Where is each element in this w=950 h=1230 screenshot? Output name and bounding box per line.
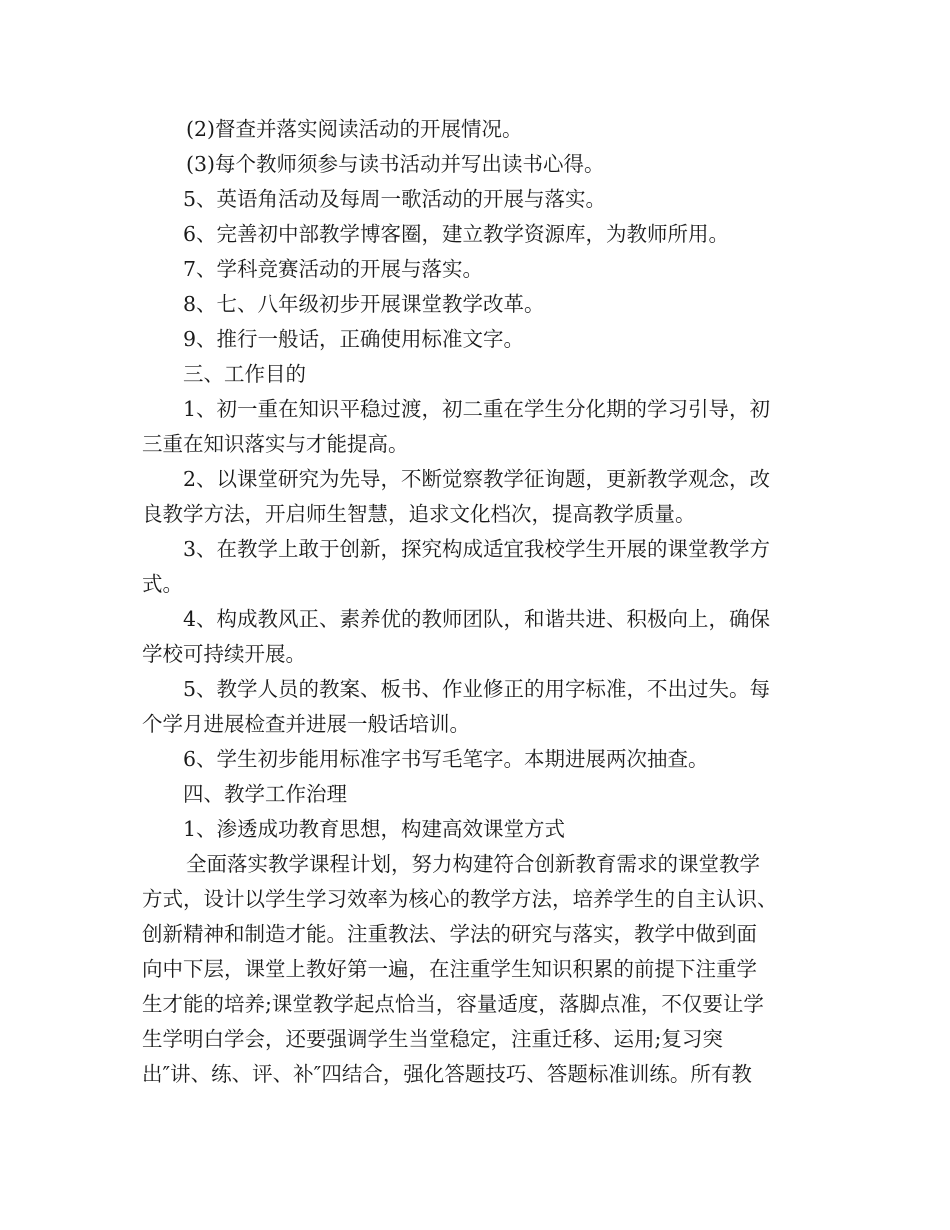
text-line: 2、以课堂研究为先导，不断觉察教学征询题，更新教学观念，改 bbox=[183, 467, 771, 491]
text-line: 7、学科竞赛活动的开展与落实。 bbox=[183, 257, 484, 281]
text-line: 6、完善初中部教学博客圈，建立教学资源库，为教师所用。 bbox=[183, 222, 730, 246]
text-line: 向中下层，课堂上教好第一遍，在注重学生知识积累的前提下注重学 bbox=[142, 957, 757, 981]
text-line: (3)每个教师须参与读书活动并写出读书心得。 bbox=[186, 152, 605, 176]
text-line: 生学明白学会，还要强调学生当堂稳定，注重迁移、运用;复习突 bbox=[142, 1027, 723, 1051]
text-line: 1、渗透成功教育思想，构建高效课堂方式 bbox=[183, 817, 566, 841]
text-line: 四、教学工作治理 bbox=[183, 782, 347, 806]
text-line: 8、七、八年级初步开展课堂教学改革。 bbox=[183, 292, 545, 316]
text-line: 1、初一重在知识平稳过渡，初二重在学生分化期的学习引导，初 bbox=[183, 397, 771, 421]
text-line: 良教学方法，开启师生智慧，追求文化档次，提高教学质量。 bbox=[142, 502, 696, 526]
text-line: 三、工作目的 bbox=[183, 362, 306, 386]
text-line: 创新精神和制造才能。注重教法、学法的研究与落实，教学中做到面 bbox=[142, 922, 757, 946]
text-line: 生才能的培养;课堂教学起点恰当，容量适度，落脚点准，不仅要让学 bbox=[142, 992, 764, 1016]
text-line: (2)督查并落实阅读活动的开展情况。 bbox=[186, 117, 523, 141]
text-line: 3、在教学上敢于创新，探究构成适宜我校学生开展的课堂教学方 bbox=[183, 537, 771, 561]
text-line: 5、教学人员的教案、板书、作业修正的用字标准，不出过失。每 bbox=[183, 677, 771, 701]
text-line: 9、推行一般话，正确使用标准文字。 bbox=[183, 327, 525, 351]
text-line: 出″讲、练、评、补″四结合，强化答题技巧、答题标准训练。所有教 bbox=[142, 1062, 752, 1086]
text-line: 式。 bbox=[142, 572, 183, 596]
text-line: 三重在知识落实与才能提高。 bbox=[142, 432, 409, 456]
text-line: 6、学生初步能用标准字书写毛笔字。本期进展两次抽查。 bbox=[183, 747, 709, 771]
text-line: 方式，设计以学生学习效率为核心的教学方法，培养学生的自主认识、 bbox=[142, 887, 778, 911]
text-line: 学校可持续开展。 bbox=[142, 642, 306, 666]
text-line: 4、构成教风正、素养优的教师团队，和谐共进、积极向上，确保 bbox=[183, 607, 771, 631]
text-line: 全面落实教学课程计划，努力构建符合创新教育需求的课堂教学 bbox=[186, 852, 760, 876]
text-line: 5、英语角活动及每周一歌活动的开展与落实。 bbox=[183, 187, 607, 211]
document-body bbox=[142, 112, 812, 1092]
text-line: 个学月进展检查并进展一般话培训。 bbox=[142, 712, 470, 736]
